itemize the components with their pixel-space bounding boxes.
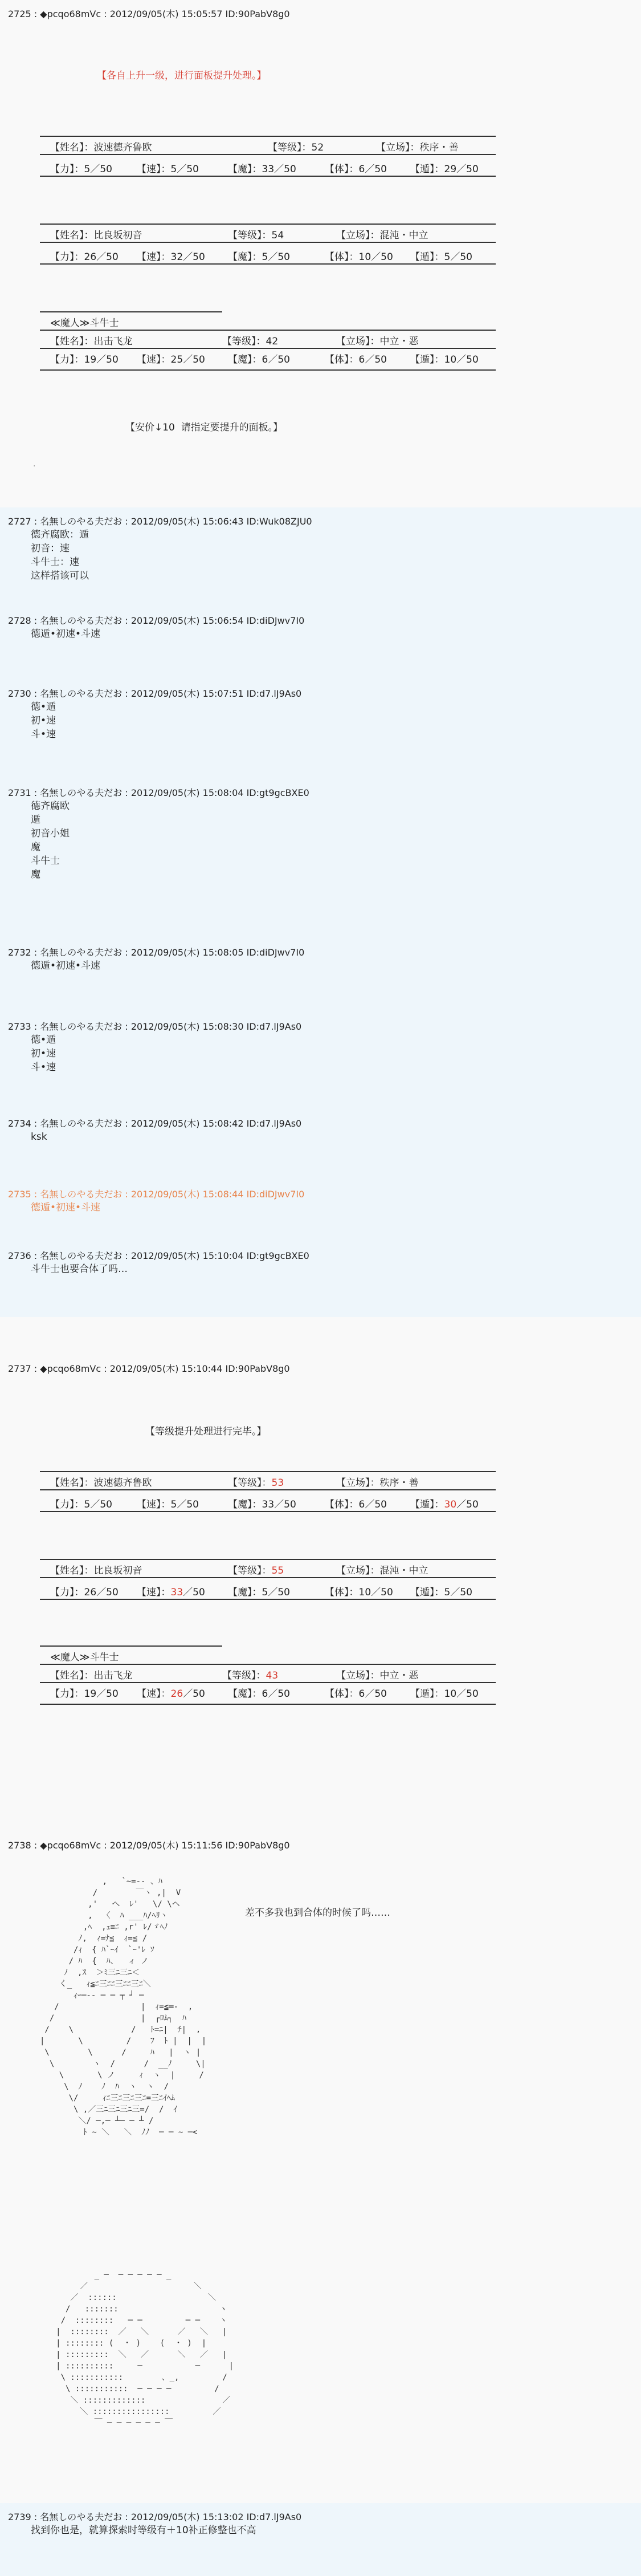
stats-table-5 [40, 1559, 496, 1598]
stats-table-3 [40, 311, 496, 366]
notice-complete: 【等级提升处理进行完毕。】 [145, 1426, 267, 1437]
post-2732: 2732 : 名無しのやる夫だお : 2012/09/05(木) 15:08:05 ID:diDJwv7I0 德遁•初速•斗速 [0, 946, 641, 973]
post-2737: 2737 : ◆pcqo68mVc : 2012/09/05(木) 15:10:44 ID:90PabV8g0 [0, 1317, 641, 1819]
reply-line: 德遁•初速•斗速 [31, 960, 101, 972]
post-2730: 2730 : 名無しのやる夫だお : 2012/09/05(木) 15:07:51 ID:d7.lJ9As0 德•遁 初•速 斗•速 [0, 688, 641, 741]
reply-line: 斗•速 [31, 729, 56, 740]
reply-line: 德•遁 [31, 701, 56, 713]
table-row: ≪魔人≫斗牛士 [50, 1652, 119, 1663]
post-2727: 2727 : 名無しのやる夫だお : 2012/09/05(木) 15:06:43 ID:Wuk08ZJU0 德齐腐欧：遁 初音：速 斗牛士：速 这样搭该可以 [0, 515, 641, 583]
reply-line: 魔 [31, 842, 40, 853]
reply-line: 初•速 [31, 1048, 56, 1059]
table-row: 【力】：5／50 【速】：5／50 【魔】：33／50 【体】：6／50 【遁】：30／50 [50, 1499, 479, 1510]
reply-line: 德遁•初速•斗速 [31, 628, 101, 640]
reply-line: 斗牛士 [31, 855, 60, 867]
reply-line: 这样搭该可以 [31, 570, 89, 582]
reply-line: 初音：速 [31, 543, 70, 554]
stats-table-2 [40, 224, 496, 263]
reply-line: ksk [31, 1131, 47, 1143]
ascii-art-face: _ ─ ─ ─ ─ ─ ─ _ ／ ＼ ／ :::::: ＼ / ::::::: ヽ / :::::::: ─ ─ ─ ─ ヽ | :::::::: ／ ＼ ／ ＼ | | :::::::: ( ・ ) ( ・ ) | | ::::::::: ＼ ／ ＼ ／ | | :::::::::: ─ ─ | \ ::::::::::: 、_, / \ ::::::::::: ─ ─ ─ ─ / ＼ ::::::::::::: ／ ＼ :::::::::::::::: ／ ￣ ─ ─ ─ ─ ─ ─ ￣ [56, 2270, 234, 2428]
table-row: 【力】：26／50 【速】：32／50 【魔】：5／50 【体】：10／50 【遁】：5／50 [50, 251, 472, 263]
table-row: 【姓名】：波速德齐鲁欧 【等级】：53 【立场】：秩序・善 [50, 1477, 419, 1489]
table-row: 【姓名】：波速德齐鲁欧 【等级】：52 【立场】：秩序・善 [50, 142, 459, 153]
post-2733: 2733 : 名無しのやる夫だお : 2012/09/05(木) 15:08:30 ID:d7.lJ9As0 德•遁 初•速 斗•速 [0, 1021, 641, 1074]
notice-bottom: 【安价↓10 请指定要提升的面板。】 [125, 422, 283, 433]
post-2735: 2735 : 名無しのやる夫だお : 2012/09/05(木) 15:08:44 ID:diDJwv7I0 德遁•初速•斗速 [0, 1188, 641, 1214]
speech-line: 差不多我也到合体的时候了吗…… [245, 1907, 390, 1919]
reply-line: 初音小姐 [31, 828, 70, 839]
reply-line: 斗牛士也要合体了吗… [31, 1263, 128, 1275]
table-row: 【力】：26／50 【速】：33／50 【魔】：5／50 【体】：10／50 【遁】：5／50 [50, 1587, 472, 1598]
table-row: 【姓名】：出击飞龙 【等级】：42 【立场】：中立・恶 [50, 336, 419, 347]
post-2736: 2736 : 名無しのやる夫だお : 2012/09/05(木) 15:10:04 ID:gt9gcBXE0 斗牛士也要合体了吗… [0, 1250, 641, 1276]
notice-top: 【各自上升一级，进行面板提升处理。】 [97, 70, 267, 82]
reply-line: 德•遁 [31, 1034, 56, 1046]
table-row: 【姓名】：出击飞龙 【等级】：43 【立场】：中立・恶 [50, 1670, 419, 1681]
ascii-art-character: , `~=-- 、ﾊ / ￣ヽ ,| V ,' へ ﾚ' \/ \ヘ , 〈 ﾊ ___ﾊ/ﾍﾘヽ ,ﾍ ,ｪ≡ﾆ ,r' ﾚ/ゞﾍﾉ ﾉ, ｨ=ﾅ≦ ｨ=≦ / /ｨ { ﾊ`ｰｲ `ｰ'ﾚ ｿ / ﾊ { ﾊ、 ィ ノ ﾉ ,ｽ ＞ﾐ三ﾆ三ﾆ＜ く_ ｨ≦ﾆ三ﾆﾆ三ﾆﾆ三ﾆ＼ ｨｰ─-- ─ ─ ┬ ┘ ─ / | ｨ=≦═- , / | ┌ﾛﾑ┐ ﾊ / \ / ﾄ=ﾆ| ﾁ| , | \ / ﾌ ﾄ | | | \ \ / ﾊ | ヽ | \ ヽ / / __ﾉ \| \ \ ノ ｨ ヽ | / \ ﾉ ﾉ ﾊ ヽ ヽ / \/ ｨﾆ三ﾆ三ﾆ三ﾆ=三ﾆｲﾍﾑ \ ,／三ﾆ三ﾆ三ﾆ三=/ / ｲ ＼/ ─,─ ┴─ ─ ┴ / ﾄ ~ ＼ ＼ ﾉﾉ ─ ─ ~ ─< [40, 1877, 207, 2137]
table-row: 【力】：5／50 【速】：5／50 【魔】：33／50 【体】：6／50 【遁】：29／50 [50, 164, 479, 175]
post-2728: 2728 : 名無しのやる夫だお : 2012/09/05(木) 15:06:54 ID:diDJwv7I0 德遁•初速•斗速 [0, 615, 641, 641]
table-row: 【力】：19／50 【速】：25／50 【魔】：6／50 【体】：6／50 【遁】：10／50 [50, 354, 479, 365]
reply-line: 遁 [31, 814, 40, 826]
reply-line: 魔 [31, 869, 40, 880]
post-header: 2725 : ◆pcqo68mVc : 2012/09/05(木) 15:05:57 ID:90PabV8g0 [8, 9, 290, 19]
stats-table-4 [40, 1471, 496, 1508]
reply-line: 斗牛士：速 [31, 556, 79, 568]
reply-line: 德遁•初速•斗速 [31, 1202, 101, 1213]
stats-table-1 [40, 136, 496, 175]
table-row: ≪魔人≫斗牛士 [50, 318, 119, 329]
reply-line: 斗•速 [31, 1062, 56, 1073]
reply-line: 找到你也是，就算探索时等级有＋10补正修整也不高 [31, 2525, 256, 2536]
table-row: 【姓名】：比良坂初音 【等级】：55 【立场】：混沌・中立 [50, 1565, 428, 1577]
table-row: 【力】：19／50 【速】：26／50 【魔】：6／50 【体】：6／50 【遁】：10／50 [50, 1688, 479, 1700]
post-2739: 2739 : 名無しのやる夫だお : 2012/09/05(木) 15:13:02 ID:d7.lJ9As0 找到你也是，就算探索时等级有＋10补正修整也不高 [0, 2503, 641, 2576]
reply-line: 初•速 [31, 715, 56, 726]
stats-table-6 [40, 1645, 496, 1700]
reply-line: 德齐腐欧：遁 [31, 529, 89, 541]
post-2738: 2738 : ◆pcqo68mVc : 2012/09/05(木) 15:11:56 ID:90PabV8g0 [0, 1819, 641, 2503]
dot-mark: . [33, 460, 36, 469]
post-2731: 2731 : 名無しのやる夫だお : 2012/09/05(木) 15:08:04 ID:gt9gcBXE0 德齐腐欧 遁 初音小姐 魔 斗牛士 魔 [0, 787, 641, 881]
post-2734: 2734 : 名無しのやる夫だお : 2012/09/05(木) 15:08:42 ID:d7.lJ9As0 ksk [0, 1118, 641, 1144]
table-row: 【姓名】：比良坂初音 【等级】：54 【立场】：混沌・中立 [50, 230, 428, 241]
reply-line: 德齐腐欧 [31, 801, 70, 812]
